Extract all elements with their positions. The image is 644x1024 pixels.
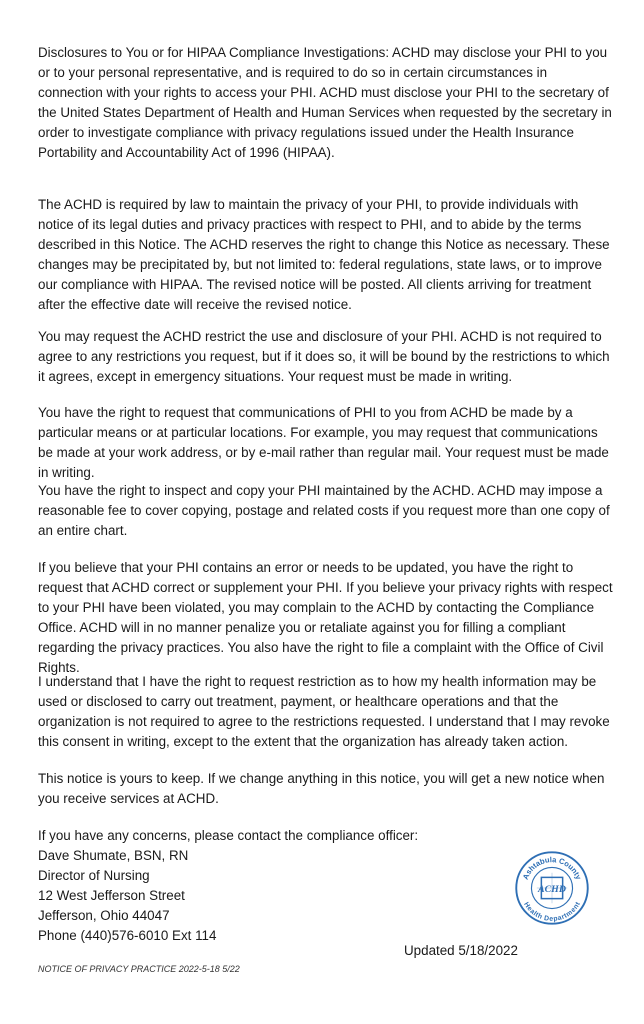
contact-street: 12 West Jefferson Street <box>38 888 185 903</box>
logo-top-textpath: Ashtabula County <box>520 855 584 881</box>
contact-name: Dave Shumate, BSN, RN <box>38 848 189 863</box>
logo-monogram: ACHD <box>538 883 566 895</box>
paragraph-inspect-copy: You have the right to inspect and copy your PHI maintained by the ACHD. ACHD may impose a reasonable fee to cover copying, postage and related costs if you request more than one copy of an entire chart. <box>38 483 610 538</box>
contact-intro: If you have any concerns, please contact the compliance officer: <box>38 828 419 843</box>
contact-phone: Phone (440)576-6010 Ext 114 <box>38 928 217 943</box>
contact-city: Jefferson, Ohio 44047 <box>38 908 170 923</box>
paragraph-amend-complain: If you believe that your PHI contains an error or needs to be updated, you have the right to request that ACHD correct or supplement your PHI. If you believe your privacy rights with respect to your PHI have been violated, you may complain to the ACHD by contacting the Compliance Office. ACHD will in no manner penalize you or retaliate against you for filling a compliant regarding the privacy practices. You also have the right to file a complaint with the Office of Civil Rights. <box>38 560 613 675</box>
paragraph-consent: I understand that I have the right to request restriction as to how my health information may be used or disclosed to carry out treatment, payment, or healthcare operations and that the organization is not required to agree to the restrictions requested. I understand that I may revoke this consent in writing, except to the extent that the organization has already taken action. <box>38 674 610 749</box>
health-department-logo <box>514 850 590 926</box>
paragraph-notice-copy: This notice is yours to keep. If we change anything in this notice, you will get a new notice when you receive services at ACHD. <box>38 771 605 806</box>
contact-title: Director of Nursing <box>38 868 150 883</box>
document-footer: NOTICE OF PRIVACY PRACTICE 2022-5-18 5/22 <box>38 964 240 974</box>
updated-date: Updated 5/18/2022 <box>404 943 518 958</box>
logo-bottom-textpath: Health Department <box>522 901 582 923</box>
paragraph-privacy-duties: The ACHD is required by law to maintain the privacy of your PHI, to provide individuals with notice of its legal duties and privacy practices with respect to PHI, and to abide by the terms described in this Notice. The ACHD reserves the right to change this Notice as necessary. These changes may be precipitated by, but not limited to: federal regulations, state laws, or to improve our compliance with HIPAA. The revised notice will be posted. All clients arriving for treatment after the effective date will receive the revised notice. <box>38 197 610 312</box>
contact-block <box>38 826 458 946</box>
logo-bottom-text <box>522 900 582 922</box>
paragraph-hipaa-disclosures: Disclosures to You or for HIPAA Compliance Investigations: ACHD may disclose your PHI to you or to your personal representative, and is required to do so in certain circumstances in connection with your rights to access your PHI. ACHD must disclose your PHI to the secretary of the United States Department of Health and Human Services when requested by the secretary in order to investigate compliance with privacy regulations issued under the Health Insurance Portability and Accountability Act of 1996 (HIPAA). <box>38 45 612 160</box>
paragraph-communication-request: You have the right to request that communications of PHI to you from ACHD be made by a particular means or at particular locations. For example, you may request that communications be made at your work address, or by e-mail rather than regular mail. Your request must be made in writing. <box>38 405 609 480</box>
paragraph-restriction-request: You may request the ACHD restrict the use and disclosure of your PHI. ACHD is not required to agree to any restrictions you request, but if it does so, it will be bound by the restrictions to which it agrees, except in emergency situations. Your request must be made in writing. <box>38 329 610 384</box>
